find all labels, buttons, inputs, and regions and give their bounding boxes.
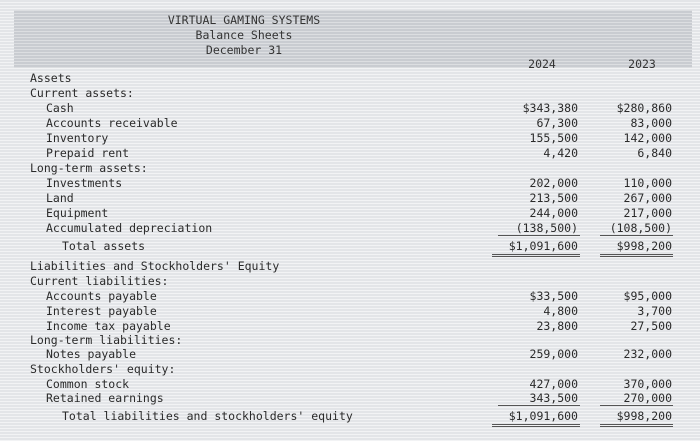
total-double-rule <box>492 424 580 427</box>
row-label: Interest payable <box>46 304 157 318</box>
value-2024: 343,500 <box>529 391 578 405</box>
statement-title: Balance Sheets <box>195 28 293 42</box>
stockholders-equity-heading: Stockholders' equity: <box>30 362 176 376</box>
value-2023: 110,000 <box>623 176 672 190</box>
subtotal-rule <box>498 235 580 236</box>
row-label: Cash <box>46 101 74 115</box>
longterm-assets-heading: Long-term assets: <box>30 161 148 175</box>
value-2024: 4,800 <box>543 304 578 318</box>
value-2023: 232,000 <box>623 347 672 361</box>
total-double-rule <box>600 254 673 257</box>
value-2024: 244,000 <box>529 206 578 220</box>
company-name: VIRTUAL GAMING SYSTEMS <box>167 13 321 27</box>
value-2023: (108,500) <box>609 221 672 235</box>
value-2024: 213,500 <box>529 191 578 205</box>
value-2024: $343,380 <box>522 101 578 115</box>
row-label: Prepaid rent <box>46 146 130 160</box>
row-label: Common stock <box>46 377 130 391</box>
value-2023: 217,000 <box>623 206 672 220</box>
current-liabilities-heading: Current liabilities: <box>30 274 169 288</box>
value-2023: 83,000 <box>630 116 672 130</box>
year-2023-header: 2023 <box>628 57 656 71</box>
statement-date: December 31 <box>205 43 283 57</box>
value-2024: 202,000 <box>529 176 578 190</box>
value-2023: 267,000 <box>623 191 672 205</box>
total-liabilities-equity-2024: $1,091,600 <box>508 409 578 423</box>
value-2024: $33,500 <box>529 289 578 303</box>
row-label: Accounts payable <box>46 289 157 303</box>
row-label: Retained earnings <box>46 391 164 405</box>
row-label: Land <box>46 191 74 205</box>
value-2023: 3,700 <box>637 304 672 318</box>
current-assets-heading: Current assets: <box>30 86 134 100</box>
year-2024-header: 2024 <box>528 57 556 71</box>
value-2024: 4,420 <box>543 146 578 160</box>
value-2023: $280,860 <box>616 101 672 115</box>
longterm-liabilities-heading: Long-term liabilities: <box>30 333 183 347</box>
subtotal-rule <box>498 405 580 406</box>
value-2024: (138,500) <box>515 221 578 235</box>
total-assets-label: Total assets <box>62 239 146 253</box>
total-double-rule <box>492 254 580 257</box>
total-assets-2024: $1,091,600 <box>508 239 578 253</box>
assets-heading: Assets <box>30 71 72 85</box>
row-label: Income tax payable <box>46 319 171 333</box>
value-2024: 23,800 <box>536 319 578 333</box>
row-label: Investments <box>46 176 123 190</box>
value-2024: 427,000 <box>529 377 578 391</box>
subtotal-rule <box>600 405 673 406</box>
row-label: Inventory <box>46 131 109 145</box>
value-2023: 6,840 <box>637 146 672 160</box>
value-2024: 259,000 <box>529 347 578 361</box>
total-liabilities-equity-2023: $998,200 <box>616 409 672 423</box>
row-label: Accumulated depreciation <box>46 221 213 235</box>
value-2023: $95,000 <box>623 289 672 303</box>
total-double-rule <box>600 424 673 427</box>
value-2023: 370,000 <box>623 377 672 391</box>
row-label: Accounts receivable <box>46 116 178 130</box>
value-2023: 142,000 <box>623 131 672 145</box>
liabilities-equity-heading: Liabilities and Stockholders' Equity <box>30 259 280 273</box>
total-liabilities-equity-label: Total liabilities and stockholders' equity <box>62 409 353 423</box>
total-assets-2023: $998,200 <box>616 239 672 253</box>
subtotal-rule <box>600 235 673 236</box>
value-2024: 155,500 <box>529 131 578 145</box>
value-2023: 27,500 <box>630 319 672 333</box>
row-label: Equipment <box>46 206 109 220</box>
value-2024: 67,300 <box>536 116 578 130</box>
value-2023: 270,000 <box>623 391 672 405</box>
row-label: Notes payable <box>46 347 137 361</box>
